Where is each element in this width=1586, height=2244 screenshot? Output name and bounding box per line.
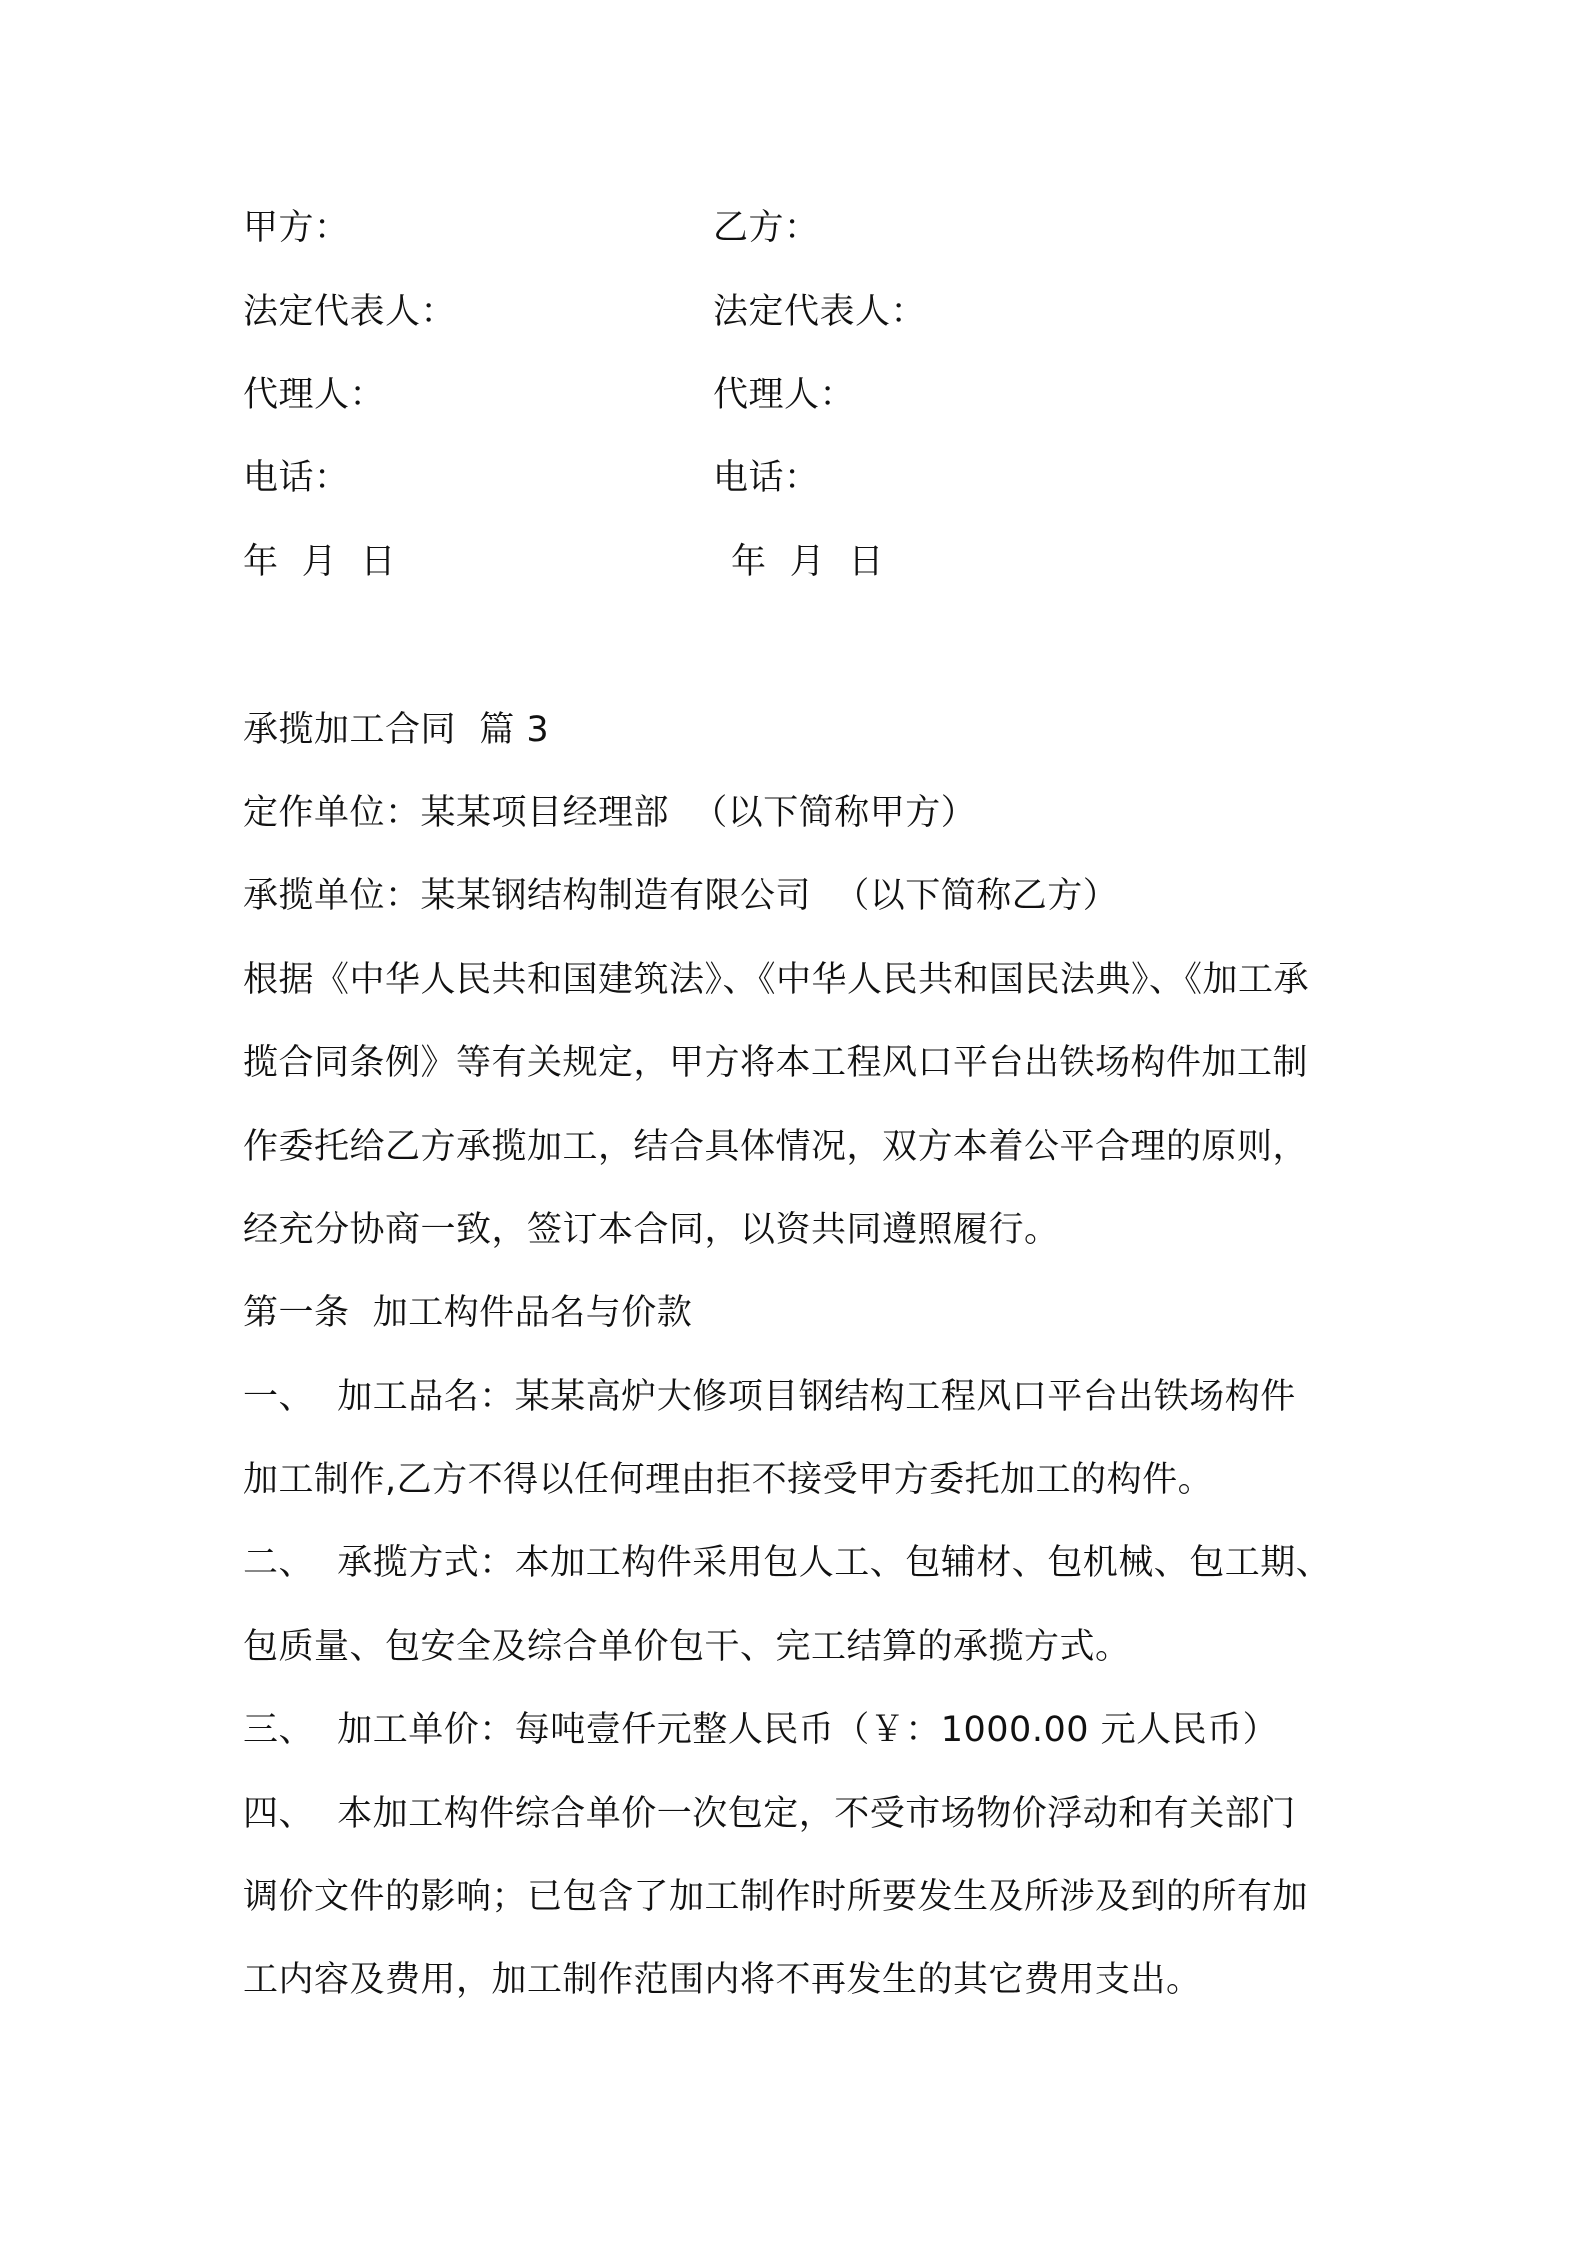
party-a-label: 甲方： bbox=[243, 208, 350, 248]
party-a-phone: 电话： bbox=[243, 458, 350, 498]
party-b-legal-rep: 法定代表人： bbox=[713, 292, 927, 332]
party-a-date: 年 月 日 bbox=[243, 542, 397, 582]
article-item-line: 三、 加工单价：每吨壹仟元整人民币（￥：1000.00 元人民币） bbox=[243, 1710, 1279, 1750]
client-unit: 定作单位：某某项目经理部 （以下简称甲方） bbox=[243, 793, 977, 833]
article-item-line: 二、 承揽方式：本加工构件采用包人工、包辅材、包机械、包工期、 bbox=[243, 1543, 1332, 1583]
article-item-line: 调价文件的影响；已包含了加工制作时所要发生及所涉及到的所有加 bbox=[243, 1877, 1309, 1917]
preamble-line: 作委托给乙方承揽加工，结合具体情况，双方本着公平合理的原则， bbox=[243, 1127, 1309, 1167]
party-b-agent: 代理人： bbox=[713, 375, 856, 415]
article-item-line: 一、 加工品名：某某高炉大修项目钢结构工程风口平台出铁场构件 bbox=[243, 1377, 1296, 1417]
preamble-line: 根据《中华人民共和国建筑法》、《中华人民共和国民法典》、《加工承 bbox=[243, 960, 1310, 1000]
party-b-phone: 电话： bbox=[713, 458, 820, 498]
party-b-date: 年 月 日 bbox=[731, 542, 885, 582]
preamble-line: 揽合同条例》等有关规定，甲方将本工程风口平台出铁场构件加工制 bbox=[243, 1043, 1309, 1083]
article-item-line: 工内容及费用，加工制作范围内将不再发生的其它费用支出。 bbox=[243, 1960, 1202, 2000]
article-1-title: 第一条 加工构件品名与价款 bbox=[243, 1293, 693, 1333]
preamble-line: 经充分协商一致，签订本合同，以资共同遵照履行。 bbox=[243, 1210, 1060, 1250]
article-item-line: 四、 本加工构件综合单价一次包定，不受市场物价浮动和有关部门 bbox=[243, 1794, 1296, 1834]
party-b-label: 乙方： bbox=[713, 208, 820, 248]
contract-title: 承揽加工合同 篇 3 bbox=[243, 710, 550, 750]
contractor-unit: 承揽单位：某某钢结构制造有限公司 （以下简称乙方） bbox=[243, 876, 1119, 916]
party-a-agent: 代理人： bbox=[243, 375, 386, 415]
article-item-line: 加工制作,乙方不得以任何理由拒不接受甲方委托加工的构件。 bbox=[243, 1460, 1214, 1500]
article-item-line: 包质量、包安全及综合单价包干、完工结算的承揽方式。 bbox=[243, 1627, 1131, 1667]
party-a-legal-rep: 法定代表人： bbox=[243, 292, 457, 332]
